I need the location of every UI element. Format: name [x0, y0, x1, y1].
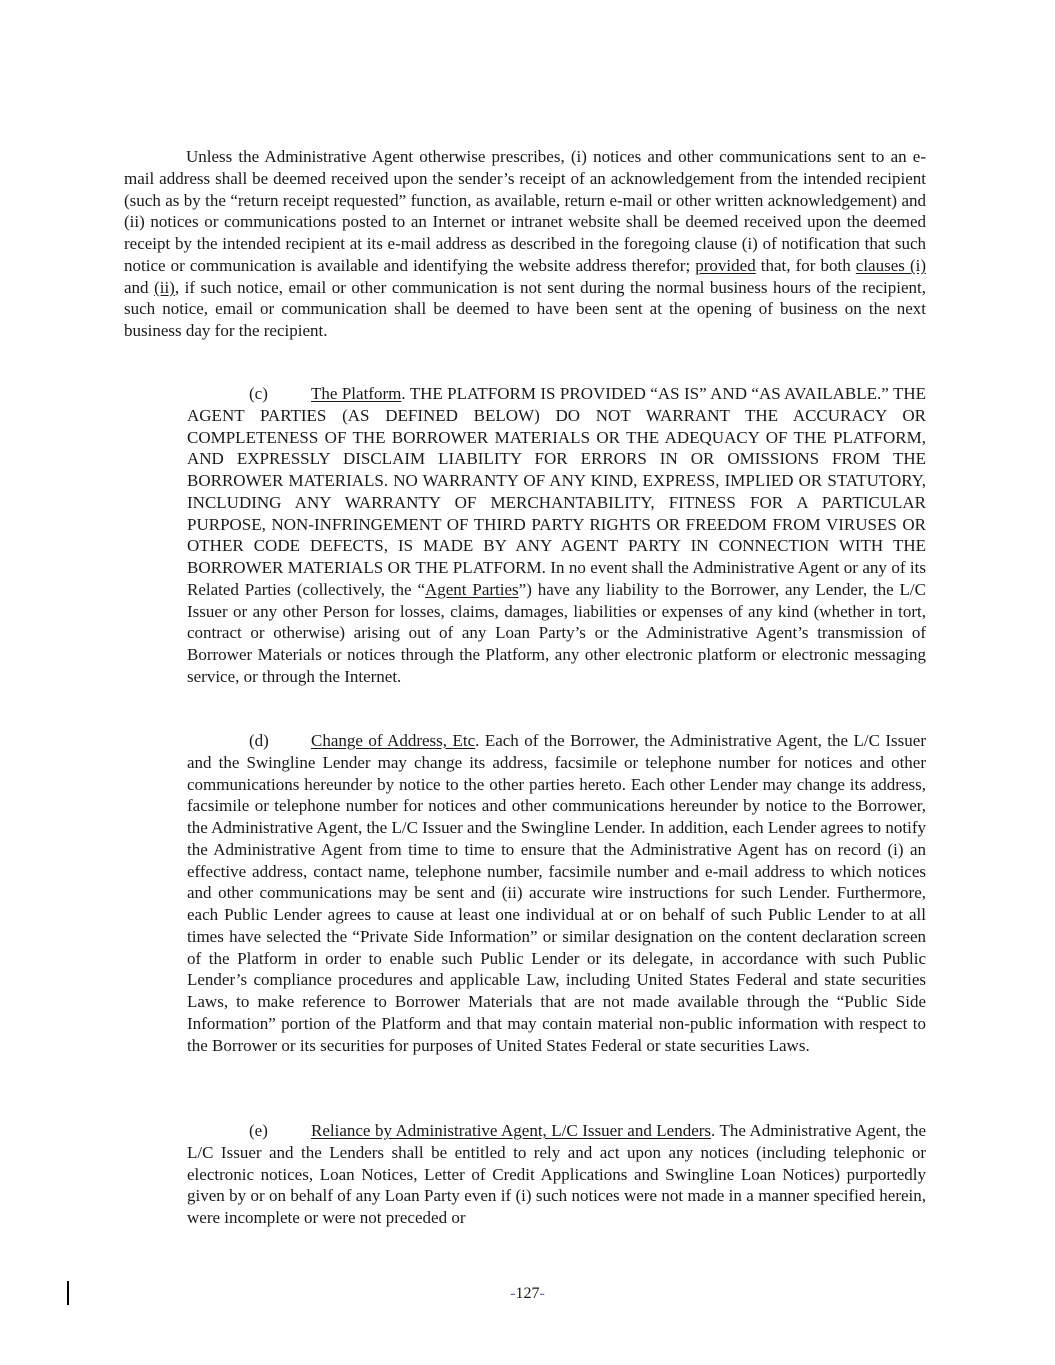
intro-paragraph [124, 146, 926, 342]
intro-text: , if such notice, email or other communication is not sent during the normal business hours of the recipient, such notice, email or communication shall be deemed to have been sent at the opening of business on the next business day for the recipient. [124, 277, 926, 340]
page-footer [0, 1285, 1055, 1303]
section-e-text: . The Administrative Agent, the L/C Issuer and the Lenders shall be entitled to rely and act upon any notices (including telephonic or electronic notices, Loan Notices, Letter of Credit Applications and Swingline Loan Notices) purportedly given by or on behalf of any Loan Party even if (i) such notices were not made in a manner specified herein, were incomplete or were not preceded or [187, 1121, 926, 1227]
section-e-heading: Reliance by Administrative Agent, L/C Issuer and Lenders [311, 1121, 712, 1140]
intro-text: that, for both [755, 255, 856, 275]
page-number-dash-left: - [510, 1285, 516, 1302]
intro-text: Unless the Administrative Agent otherwise prescribes, (i) notices and other communications sent to an e-mail address shall be deemed received upon the sender’s receipt of an acknowledgement from the intended recipient (such as by the “return receipt requested” function, as available, return e-mail or other written acknowledgement) and (ii) notices or communications posted to an Internet or intranet website shall be deemed received upon the deemed receipt by the intended recipient at its e-mail address as described in the foregoing clause (i) of notification that such notice or communication is available and identifying the website address therefor; [124, 147, 926, 275]
section-d-number: (d) [249, 731, 269, 750]
section-d-text: . Each of the Borrower, the Administrative Agent, the L/C Issuer and the Swingline Lender may change its address, facsimile or telephone number for notices and other communications hereunder by notice to the other parties hereto. Each other Lender may change its address, facsimile or telephone number for notices and other communications hereunder by notice to the Borrower, the Administrative Agent, the L/C Issuer and the Swingline Lender. In addition, each Lender agrees to notify the Administrative Agent from time to time to ensure that the Administrative Agent has on record (i) an effective address, contact name, telephone number, facsimile number and e-mail address to which notices and other communications may be sent and (ii) accurate wire instructions for such Lender. Furthermore, each Public Lender agrees to cause at least one individual at or on behalf of such Public Lender to at all times have selected the “Private Side Information” or similar designation on the content declaration screen of the Platform in order to enable such Public Lender or its delegate, in accordance with such Public Lender’s compliance procedures and applicable Law, including United States Federal and state securities Laws, to make reference to Borrower Materials that are not made available through the “Public Side Information” portion of the Platform and that may contain material non-public information with respect to the Borrower or its securities for purposes of United States Federal or state securities Laws. [187, 731, 926, 1055]
section-d-heading: Change of Address, Etc [311, 731, 476, 750]
section-d-paragraph [187, 730, 926, 1056]
section-c-heading: The Platform [311, 384, 402, 403]
provided-term: provided [695, 255, 756, 275]
section-c-text: . THE PLATFORM IS PROVIDED “AS IS” AND “AS AVAILABLE.” THE AGENT PARTIES (AS DEFINED BELOW) DO NOT WARRANT THE ACCURACY OR COMPLETENESS OF THE BORROWER MATERIALS OR THE ADEQUACY OF THE PLATFORM, AND EXPRESSLY DISCLAIM LIABILITY FOR ERRORS IN OR OMISSIONS FROM THE BORROWER MATERIALS. NO WARRANTY OF ANY KIND, EXPRESS, IMPLIED OR STATUTORY, INCLUDING ANY WARRANTY OF MERCHANTABILITY, FITNESS FOR A PARTICULAR PURPOSE, NON-INFRINGEMENT OF THIRD PARTY RIGHTS OR FREEDOM FROM VIRUSES OR OTHER CODE DEFECTS, IS MADE BY ANY AGENT PARTY IN CONNECTION WITH THE BORROWER MATERIALS OR THE PLATFORM. In no event shall the Administrative Agent or any of its Related Parties (collectively, the “ [187, 384, 926, 599]
page-number: 127 [515, 1285, 540, 1302]
clause-ii-reference: (ii) [154, 277, 175, 297]
section-c-number: (c) [249, 384, 268, 403]
clause-i-reference: clauses (i) [855, 255, 926, 275]
agent-parties-term: Agent Parties [424, 579, 519, 599]
intro-text: and [124, 277, 155, 297]
page-number-dash-right: - [539, 1285, 545, 1302]
section-c-text: ”) have any liability to the Borrower, any Lender, the L/C Issuer or any other Person for losses, claims, damages, liabilities or expenses of any kind (whether in tort, contract or otherwise) arising out of any Loan Party’s or the Administrative Agent’s transmission of Borrower Materials or notices through the Platform, any other electronic platform or electronic messaging service, or through the Internet. [187, 579, 926, 686]
section-e-paragraph [187, 1120, 926, 1229]
section-e-number: (e) [249, 1121, 268, 1140]
section-c-paragraph [187, 383, 926, 688]
